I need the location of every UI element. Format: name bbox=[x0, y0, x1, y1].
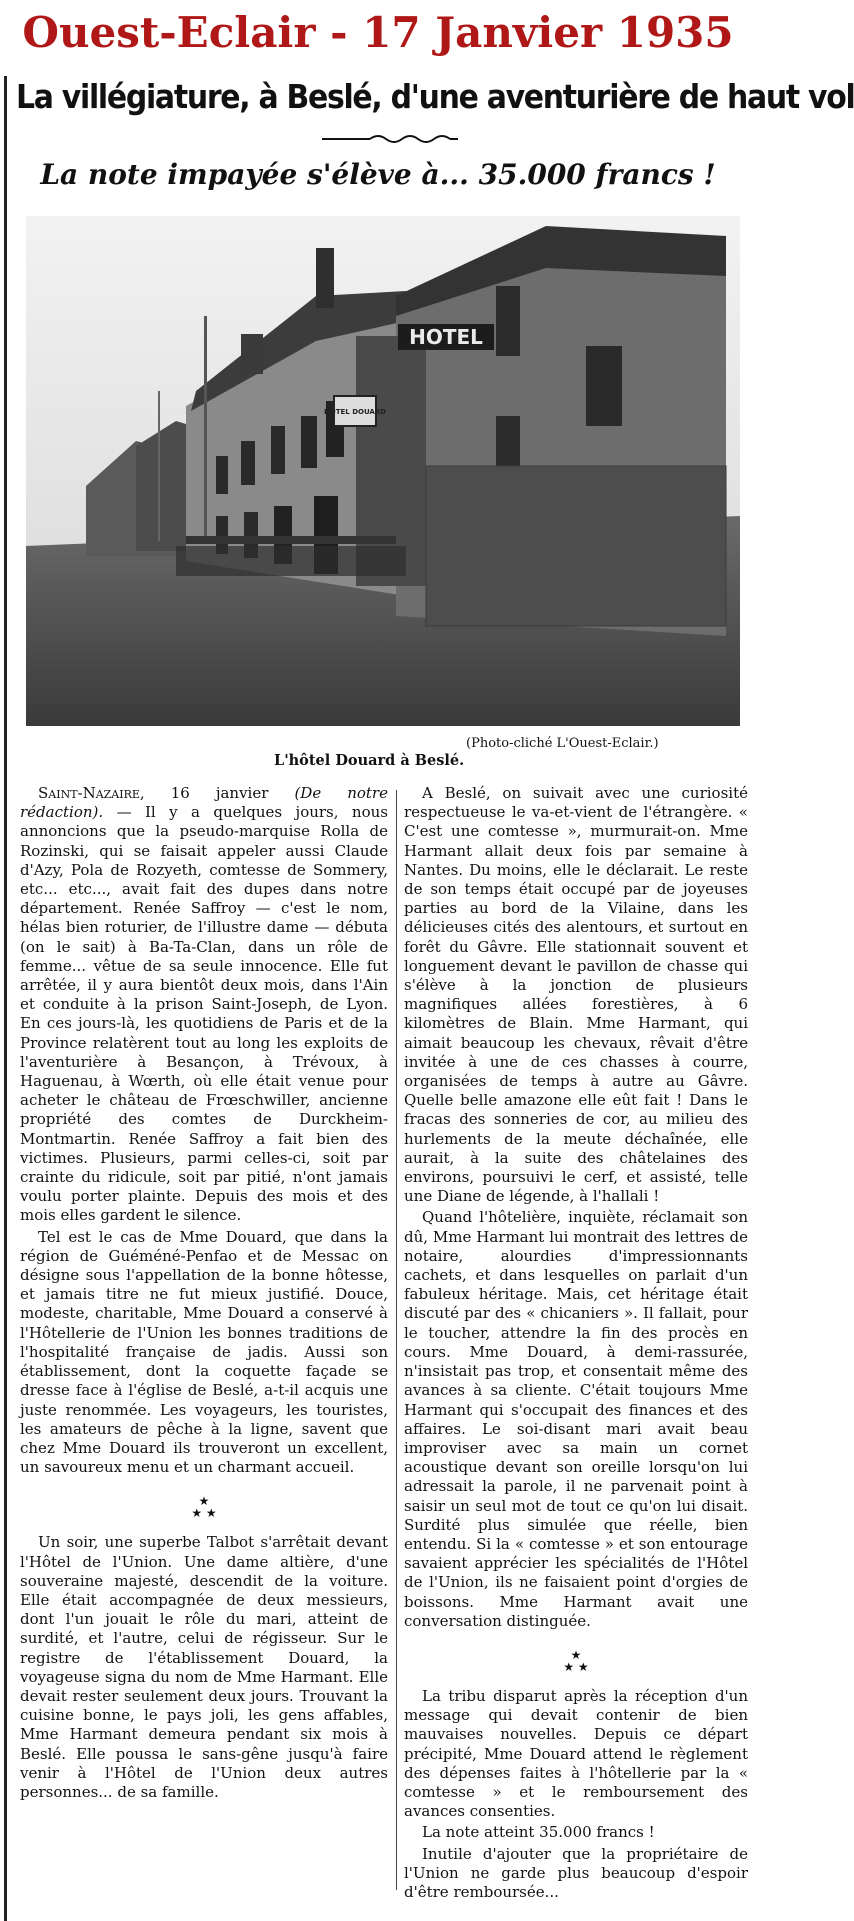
article-paragraph: A Beslé, on suivait avec une curiosité respectueuse le va-et-vient de l'étrangère. « C'est une comtesse », murmurait-on. Mme Harmant allait deux fois par semaine à Nantes. Du moins, elle le déclarait. Le reste de son temps était occupé par de joyeuses parties au bord de la Vilaine, dans les délicieuses cités des alentours, et surtout en forêt du Gâvre. Elle stationnait souvent et longuement devant le pavillon de chasse qui s'élève à la jonction de plusieurs magnifiques allées forestières, à 6 kilomètres de Blain. Mme Harmant, qui aimait beaucoup les chevaux, rêvait d'être invitée à une de ces chasses à courre, organisées de temps à autre au Gâvre. Quelle belle amazone elle eût fait ! Dans le fracas des sonneries de cor, au milieu des hurlements de la meute déchaînée, elle aurait, à la suite des châtelaines des environs, poursuivi le cerf, et assisté, telle une Diane de légende, à l'hallali ! bbox=[404, 784, 748, 1206]
ornament-divider bbox=[320, 132, 460, 146]
article-paragraph: Tel est le cas de Mme Douard, que dans la région de Guéméné-Penfao et de Messac on désigne sous l'appellation de la bonne hôtesse, et jamais titre ne fut mieux justifié. Douce, modeste, charitable, Mme Douard a conservé à l'Hôtellerie de l'Union les bonnes traditions de l'hospitalité française de jadis. Aussi son établissement, dont la coquette façade se dresse face à l'église de Beslé, a-t-il acquis une juste renommée. Les voyageurs, les touristes, les amateurs de pêche à la ligne, savent que chez Mme Douard ils trouveront un excellent, un savoureux menu et un charmant accueil. bbox=[20, 1227, 388, 1477]
article-paragraph: Un soir, une superbe Talbot s'arrêtait devant l'Hôtel de l'Union. Une dame altière, d'une souveraine majesté, descendit de la voiture. Elle était accompagnée de deux messieurs, dont l'un jouait le rôle du mari, atteint de surdité, et l'autre, celui de régisseur. Sur le registre de l'établissement Douard, la voyageuse signa du nom de Mme Harmant. Elle devait rester seulement deux jours. Trouvant la cuisine bonne, le pays joli, les gens affables, Mme Harmant demeura pendant six mois à Beslé. Elle poussa le sans-gêne jusqu'à faire venir à l'Hôtel de l'Union deux autres personnes... de sa famille. bbox=[20, 1533, 388, 1801]
dateline-source: (De notre rédaction). bbox=[20, 784, 388, 822]
article-paragraph bbox=[20, 784, 388, 1226]
column-divider bbox=[396, 790, 397, 1890]
article-left-column bbox=[20, 784, 388, 1804]
small-sign-text: HÔTEL DOUARD bbox=[323, 408, 387, 416]
photo-credit: (Photo-cliché L'Ouest-Eclair.) bbox=[466, 736, 659, 751]
hotel-sign-text: HOTEL bbox=[409, 325, 483, 349]
article-paragraph: Inutile d'ajouter que la propriétaire de l'Union ne garde plus beaucoup d'espoir d'être remboursée... bbox=[404, 1844, 748, 1901]
article-headline: La villégiature, à Beslé, d'une aventurière de haut vol bbox=[16, 78, 854, 116]
section-asterism: ★ ★ ★ bbox=[191, 1494, 217, 1521]
hotel-photo bbox=[26, 216, 740, 726]
article-subheadline: La note impayée s'élève à... 35.000 francs ! bbox=[40, 158, 716, 191]
paragraph-text: — Il y a quelques jours, nous annoncions que la pseudo-marquise Rolla de Rozinski, qui se faisait appeler aussi Claude d'Azy, Pola de Rozyeth, comtesse de Sommery, etc... etc..., avait fait des dupes dans notre département. Renée Saffroy — c'est le nom, hélas bien roturier, de l'illustre dame — débuta (on le sait) à Ba-Ta-Clan, dans un rôle de femme... vêtue de sa seule innocence. Elle fut arrêtée, il y aura bientôt deux mois, dans l'Ain et conduite à la prison Saint-Joseph, de Lyon. En ces jours-là, les quotidiens de Paris et de la Province relatèrent tout au long les exploits de l'aventurière à Besançon, à Trévoux, à Haguenau, à Wœrth, où elle était venue pour acheter le château de Frœschwiller, ancienne propriété des comtes de Durckheim-Montmartin. Renée Saffroy a fait bien des victimes. Plusieurs, parmi celles-ci, soit par crainte du ridicule, soit par pitié, n'ont jamais voulu porter plainte. Depuis des mois et des mois elles gardent le silence. bbox=[20, 803, 388, 1225]
dateline-date: 16 janvier bbox=[170, 784, 269, 802]
article-paragraph: La tribu disparut après la réception d'un message qui devait contenir de bien mauvaises nouvelles. Depuis ce départ précipité, Mme Douard attend le règlement des dépenses faites à l'hôtellerie par la « comtesse » et le remboursement des avances consenties. bbox=[404, 1686, 748, 1821]
masthead-title: Ouest-Eclair - 17 Janvier 1935 bbox=[22, 8, 734, 57]
section-asterism: ★ ★ ★ bbox=[563, 1647, 589, 1674]
article-paragraph: Quand l'hôtelière, inquiète, réclamait son dû, Mme Harmant lui montrait des lettres de notaire, alourdies d'impressionnants cachets, et dans lesquelles on parlait d'un fabuleux héritage. Mais, cet héritage était discuté par des « chicaniers ». Il fallait, pour le toucher, attendre la fin des procès en cours. Mme Douard, à demi-rassurée, n'insistait pas trop, et consentait même des avances à sa cliente. C'était toujours Mme Harmant qui s'occupait des finances et des affaires. Le soi-disant mari avait beau improviser avec sa main un cornet acoustique devant son oreille lorsqu'on lui adressait la parole, il ne parvenait point à saisir un seul mot de tout ce qu'on lui disait. Surdité plus simulée que réelle, bien entendu. Si la « comtesse » et son entourage savaient apprécier les spécialités de l'Hôtel de l'Union, ils ne faisaient point d'orgies de boissons. Mme Harmant avait une conversation distinguée. bbox=[404, 1208, 748, 1630]
photo-caption: L'hôtel Douard à Beslé. bbox=[274, 752, 465, 769]
dateline: Saint-Nazaire, bbox=[38, 784, 145, 802]
article-paragraph: La note atteint 35.000 francs ! bbox=[422, 1823, 655, 1842]
left-column-rule bbox=[4, 76, 7, 1921]
article-right-column bbox=[404, 784, 748, 1904]
